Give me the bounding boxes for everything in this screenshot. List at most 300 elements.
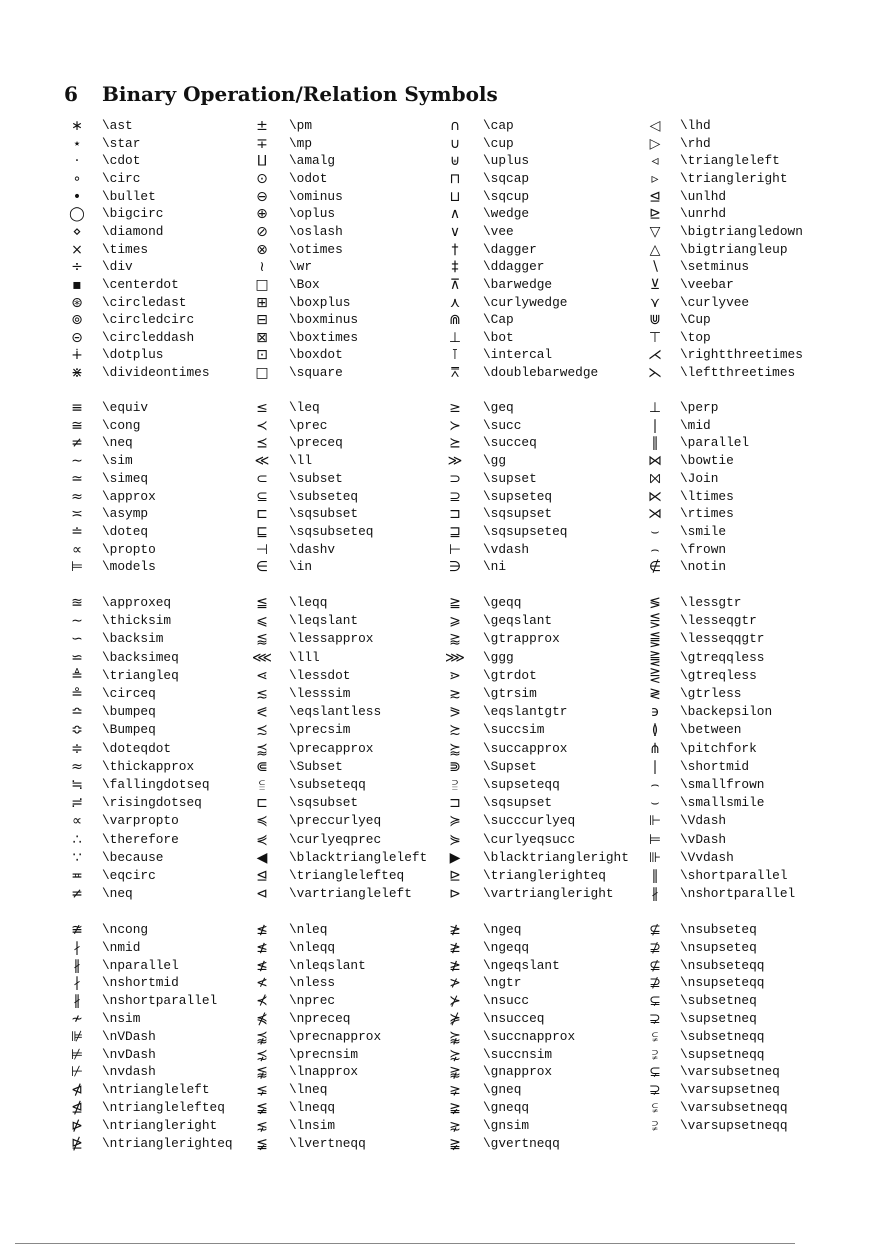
symbol-command: \eqcirc <box>102 868 156 883</box>
symbol-command: \bigtriangledown <box>680 223 803 239</box>
symbol-command: \ngtr <box>483 975 522 991</box>
symbol-command: \thicksim <box>102 613 172 629</box>
symbol-glyph: ⋓ <box>649 312 661 329</box>
symbol-command: \equiv <box>102 400 149 415</box>
symbol-command: \neq <box>102 886 133 902</box>
symbol-glyph: ≨ <box>256 1135 268 1152</box>
symbol-command: \Cup <box>680 312 711 328</box>
symbol-command: \lessapprox <box>289 631 374 647</box>
symbol-command: \bigcirc <box>102 206 164 222</box>
symbol-command: \nsubseteqq <box>680 957 765 973</box>
symbol-glyph: ⊂ <box>256 470 268 487</box>
symbol-command: \ngeqslant <box>483 957 560 973</box>
symbol-command: \eqslantless <box>289 704 382 720</box>
symbol-glyph: ▪ <box>72 276 82 293</box>
symbol-command: \cap <box>483 118 514 133</box>
symbol-command: \ominus <box>289 188 343 204</box>
symbol-glyph: ⋙ <box>445 649 465 666</box>
symbol-glyph: ⊪ <box>648 849 662 866</box>
symbol-glyph: ⋨ <box>256 1046 268 1063</box>
symbol-glyph: ⌢ <box>650 541 660 558</box>
symbol-glyph: ⊃ <box>449 470 461 487</box>
symbol-glyph: ⊆ <box>256 488 268 505</box>
symbol-glyph: ⋄ <box>72 223 82 240</box>
symbol-glyph: ⋧ <box>449 1117 461 1134</box>
symbol-glyph: ⩞ <box>450 365 460 382</box>
symbol-glyph: ⊐ <box>449 506 461 523</box>
symbol-command: \gtreqqless <box>680 649 765 665</box>
symbol-glyph: ⊻ <box>649 276 661 293</box>
symbol-glyph: ∣ <box>651 417 659 434</box>
symbol-command: \pm <box>289 118 313 133</box>
symbol-glyph: ⪺ <box>449 1028 461 1045</box>
symbol-command: \leftthreetimes <box>680 365 796 381</box>
symbol-command: \supset <box>483 470 537 486</box>
symbol-command: \ntriangleleft <box>102 1082 210 1098</box>
symbol-glyph: ⊐ <box>449 795 461 812</box>
symbol-command: \models <box>102 559 156 575</box>
symbol-command: \lnapprox <box>289 1064 359 1080</box>
symbol-glyph: ⊲ <box>256 886 268 903</box>
symbol-command: \subseteqq <box>289 777 366 792</box>
symbol-glyph: ⊵ <box>449 868 461 884</box>
symbol-command: \supsetneq <box>680 1011 757 1026</box>
symbol-command: \Cap <box>483 312 514 328</box>
symbol-command: \dotplus <box>102 347 164 363</box>
symbol-glyph: ≃ <box>71 470 83 487</box>
symbol-glyph: ⊕ <box>256 206 268 223</box>
symbol-glyph: ⋎ <box>649 294 661 311</box>
symbol-glyph: ⋟ <box>449 831 461 848</box>
symbol-command: \wr <box>289 259 313 275</box>
symbol-command: \setminus <box>680 259 750 275</box>
symbol-glyph: ∵ <box>72 849 82 866</box>
symbol-glyph: ≎ <box>71 722 83 739</box>
symbol-command: \Vdash <box>680 813 727 829</box>
symbol-glyph: ▶ <box>449 849 461 866</box>
symbol-command: \backsim <box>102 631 164 647</box>
symbol-glyph: ⊈ <box>649 922 661 938</box>
symbol-glyph: ⊎ <box>449 153 461 170</box>
symbol-glyph: ≠ <box>71 435 83 452</box>
symbol-command: \succapprox <box>483 740 568 756</box>
symbol-glyph: ⋠ <box>256 1011 268 1027</box>
symbol-command: \smallsmile <box>680 795 765 811</box>
symbol-glyph: ∴ <box>72 831 82 848</box>
symbol-glyph: ∥ <box>651 435 659 452</box>
symbol-command: \preccurlyeq <box>289 813 382 829</box>
symbol-glyph: ⊘ <box>256 223 268 240</box>
symbol-glyph: ⊊ <box>649 1064 661 1081</box>
symbol-command: \sqcup <box>483 188 530 204</box>
symbol-command: \Supset <box>483 758 537 774</box>
symbol-command: \lhd <box>680 118 711 133</box>
symbol-glyph: ⊨ <box>70 559 84 576</box>
symbol-glyph: ≪ <box>254 453 270 470</box>
symbol-glyph: ≠ <box>71 886 83 903</box>
symbol-command: \curlyeqsucc <box>483 831 576 847</box>
symbol-command: \boxminus <box>289 312 359 328</box>
symbol-command: \preceq <box>289 435 343 451</box>
symbol-command: \precapprox <box>289 740 374 756</box>
symbol-glyph: ⊉ <box>649 975 661 992</box>
symbol-command: \rhd <box>680 135 711 151</box>
symbol-command: \nshortparallel <box>680 886 796 902</box>
symbol-glyph: ≁ <box>71 1011 83 1027</box>
symbol-command: \otimes <box>289 241 343 257</box>
symbol-glyph: ≰ <box>256 922 268 938</box>
symbol-glyph: ⊑ <box>256 523 268 540</box>
symbol-glyph: ⊳ <box>449 886 461 903</box>
symbol-command: \oslash <box>289 223 343 239</box>
symbol-glyph: ≾ <box>256 722 268 739</box>
symbol-glyph: ≳ <box>449 686 461 702</box>
symbol-glyph: ≫ <box>447 453 463 470</box>
symbol-glyph: ≲ <box>256 686 268 702</box>
symbol-glyph: ∈ <box>255 559 269 576</box>
symbol-command: \gtrsim <box>483 686 537 701</box>
symbol-glyph: ⋏ <box>449 294 461 311</box>
symbol-command: \vDash <box>680 831 727 847</box>
symbol-command: \circledcirc <box>102 312 195 328</box>
symbol-glyph: ⊀ <box>256 993 268 1010</box>
symbol-command: \leq <box>289 400 320 415</box>
symbol-command: \propto <box>102 541 156 557</box>
symbol-glyph: ⊠ <box>256 329 268 346</box>
symbol-command: \backsimeq <box>102 649 179 665</box>
symbol-glyph: ≇ <box>71 922 83 938</box>
symbol-command: \nsupseteq <box>680 939 757 955</box>
symbol-command: \ngeq <box>483 922 522 937</box>
symbol-glyph: ∝ <box>71 541 82 558</box>
symbol-glyph: ⪕ <box>256 704 268 721</box>
symbol-command: \pitchfork <box>680 740 757 756</box>
symbol-glyph: ≺ <box>256 417 268 434</box>
symbol-command: \trianglerighteq <box>483 868 606 883</box>
symbol-command: \doteq <box>102 523 149 539</box>
symbol-command: \gnsim <box>483 1117 530 1133</box>
symbol-glyph: ∦ <box>73 993 81 1010</box>
symbol-command: \lvertneqq <box>289 1135 366 1151</box>
symbol-glyph: ⊢ <box>448 541 462 558</box>
symbol-command: \mp <box>289 135 313 151</box>
symbol-command: \leqslant <box>289 613 359 629</box>
symbol-command: \doteqdot <box>102 740 172 756</box>
symbol-glyph: ⋍ <box>71 649 83 666</box>
symbol-glyph: ≩ <box>449 1135 461 1152</box>
symbol-glyph: ⌣ <box>650 795 660 812</box>
symbol-command: \intercal <box>483 347 553 363</box>
symbol-glyph: ∧ <box>449 206 461 223</box>
symbol-glyph: ≦ <box>256 595 268 611</box>
symbol-command: \nshortmid <box>102 975 179 991</box>
symbol-command: \npreceq <box>289 1011 351 1026</box>
symbol-command: \square <box>289 365 343 381</box>
symbol-glyph: ⊋ <box>649 1082 661 1099</box>
symbol-command: \precnsim <box>289 1046 359 1062</box>
symbol-glyph: × <box>71 241 83 258</box>
symbol-glyph: □ <box>255 365 269 382</box>
symbol-glyph: ∼ <box>71 453 83 470</box>
symbol-glyph: ∣ <box>651 758 659 775</box>
symbol-command: \divideontimes <box>102 365 210 381</box>
symbol-glyph: ⊛ <box>71 294 83 311</box>
symbol-glyph: ‡ <box>451 259 459 276</box>
symbol-command: \vartriangleleft <box>289 886 412 902</box>
symbol-glyph: ⫌ <box>651 1117 659 1134</box>
symbol-glyph: ∽ <box>71 631 83 648</box>
symbol-command: \Vvdash <box>680 849 734 865</box>
symbol-glyph: ≱ <box>449 922 461 938</box>
symbol-glyph: ∥ <box>651 868 659 884</box>
symbol-glyph: ⩽ <box>256 613 268 630</box>
symbol-glyph: ⊒ <box>449 523 461 540</box>
symbol-glyph: ± <box>256 118 268 134</box>
symbol-glyph: ⊋ <box>649 1011 661 1027</box>
symbol-glyph: ≅ <box>71 417 83 434</box>
symbol-command: \leqq <box>289 595 328 610</box>
symbol-command: \wedge <box>483 206 530 222</box>
symbol-command: \succcurlyeq <box>483 813 576 829</box>
symbol-command: \boxdot <box>289 347 343 363</box>
symbol-glyph: ≈ <box>71 758 83 775</box>
symbol-glyph: ∝ <box>71 813 82 830</box>
symbol-glyph: ≐ <box>71 523 83 540</box>
symbol-glyph: ⪋ <box>649 631 661 648</box>
symbol-glyph: ⊯ <box>70 1028 84 1045</box>
symbol-glyph: ∉ <box>648 559 662 576</box>
symbol-glyph: ⋡ <box>449 1011 461 1027</box>
symbol-glyph: ∩ <box>449 118 461 134</box>
symbol-glyph: ⋪ <box>71 1082 83 1099</box>
symbol-command: \ast <box>102 118 133 133</box>
symbol-command: \nleqslant <box>289 957 366 973</box>
symbol-command: \fallingdotseq <box>102 777 210 792</box>
symbol-command: \lesssim <box>289 686 351 701</box>
symbol-command: \geqq <box>483 595 522 610</box>
symbol-command: \Subset <box>289 758 343 774</box>
footer-rule <box>15 1243 795 1244</box>
symbol-glyph: ≡ <box>71 400 83 416</box>
symbol-command: \varsubsetneqq <box>680 1100 788 1115</box>
symbol-command: \ni <box>483 559 507 575</box>
symbol-glyph: ∤ <box>73 939 81 956</box>
symbol-command: \uplus <box>483 153 530 169</box>
symbol-glyph: ≑ <box>71 740 83 757</box>
symbol-command: \ntriangleright <box>102 1117 218 1133</box>
symbol-command: \subseteq <box>289 488 359 504</box>
symbol-command: \Join <box>680 470 719 486</box>
symbol-command: \diamond <box>102 223 164 239</box>
symbol-glyph: ⊏ <box>256 795 268 812</box>
symbol-command: \supseteq <box>483 488 553 504</box>
symbol-command: \lll <box>289 649 320 665</box>
symbol-command: \boxtimes <box>289 329 359 345</box>
symbol-glyph: ⪖ <box>449 704 461 721</box>
symbol-command: \precnapprox <box>289 1028 382 1044</box>
symbol-command: \Box <box>289 276 320 292</box>
symbol-glyph: ∗ <box>71 118 83 134</box>
symbol-command: \gtreqless <box>680 667 757 683</box>
symbol-command: \nsucc <box>483 993 530 1009</box>
symbol-glyph: ≥ <box>449 400 461 416</box>
symbol-command: \succnsim <box>483 1046 553 1062</box>
symbol-command: \approxeq <box>102 595 172 610</box>
symbol-command: \cup <box>483 135 514 151</box>
symbol-command: \star <box>102 135 141 151</box>
symbol-glyph: ◃ <box>651 153 659 170</box>
symbol-glyph: ≱ <box>449 957 461 974</box>
symbol-glyph: ≏ <box>71 704 83 721</box>
symbol-glyph: ≨ <box>256 1100 268 1116</box>
symbol-glyph: ≜ <box>71 667 83 684</box>
symbol-glyph: ⋊ <box>648 506 662 523</box>
symbol-command: \nsupseteqq <box>680 975 765 991</box>
symbol-command: \notin <box>680 559 727 575</box>
symbol-command: \vartriangleright <box>483 886 614 902</box>
symbol-command: \nvDash <box>102 1046 156 1062</box>
symbol-glyph: ∼ <box>71 613 83 630</box>
symbol-command: \sqcap <box>483 170 530 186</box>
symbol-command: \succnapprox <box>483 1028 576 1044</box>
symbol-glyph: ⋔ <box>649 740 661 757</box>
symbol-glyph: ≤ <box>256 400 268 416</box>
symbol-glyph: ⌢ <box>650 777 660 793</box>
symbol-glyph: ⋒ <box>449 312 461 329</box>
symbol-command: \curlywedge <box>483 294 568 310</box>
symbol-glyph: ⊺ <box>451 347 459 364</box>
symbol-glyph: ⊴ <box>649 188 661 205</box>
symbol-glyph: △ <box>649 241 661 258</box>
symbol-command: \Bumpeq <box>102 722 156 738</box>
symbol-glyph: ≗ <box>71 686 83 702</box>
symbol-glyph: ▷ <box>649 135 661 152</box>
symbol-glyph: ⫋ <box>651 1028 659 1045</box>
symbol-command: \sim <box>102 453 133 469</box>
symbol-glyph: ⊵ <box>649 206 661 223</box>
symbol-command: \bowtie <box>680 453 734 469</box>
symbol-glyph: ⊣ <box>255 541 269 558</box>
symbol-glyph: ∦ <box>651 886 659 903</box>
symbol-command: \parallel <box>680 435 750 451</box>
symbol-glyph: ⊡ <box>256 347 268 364</box>
symbol-command: \barwedge <box>483 276 553 292</box>
symbol-glyph: ≓ <box>71 795 83 812</box>
symbol-command: \ntrianglerighteq <box>102 1135 233 1151</box>
symbol-glyph: ⊚ <box>71 312 83 329</box>
symbol-command: \circleddash <box>102 329 195 345</box>
symbol-command: \ddagger <box>483 259 545 275</box>
symbol-glyph: ⋗ <box>449 667 461 684</box>
symbol-glyph: ≱ <box>449 939 461 956</box>
symbol-glyph: ⨿ <box>256 153 268 170</box>
symbol-glyph: ⊁ <box>449 993 461 1010</box>
symbol-command: \asymp <box>102 506 149 522</box>
symbol-glyph: ⊙ <box>256 170 268 187</box>
symbol-glyph: ≼ <box>256 813 268 830</box>
symbol-command: \simeq <box>102 470 149 486</box>
symbol-command: \backepsilon <box>680 704 773 720</box>
symbol-command: \bumpeq <box>102 704 156 720</box>
symbol-glyph: ≷ <box>649 686 661 702</box>
symbol-command: \curlyeqprec <box>289 831 382 847</box>
symbol-command: \bot <box>483 329 514 345</box>
symbol-glyph: · <box>74 153 80 170</box>
symbol-glyph: ⊓ <box>449 170 461 187</box>
symbol-glyph: ⋩ <box>449 1046 461 1063</box>
symbol-command: \vee <box>483 223 514 239</box>
symbol-glyph: ∪ <box>449 135 461 152</box>
symbol-command: \triangleleft <box>680 153 780 169</box>
symbol-command: \gtrapprox <box>483 631 560 647</box>
symbol-glyph: ▽ <box>649 223 661 240</box>
symbol-glyph: ⊏ <box>256 506 268 523</box>
symbol-command: \geqslant <box>483 613 553 629</box>
symbol-glyph: ∦ <box>73 957 81 974</box>
symbol-command: \bigtriangleup <box>680 241 788 257</box>
symbol-command: \nVDash <box>102 1028 156 1044</box>
symbol-glyph: ⊇ <box>449 488 461 505</box>
symbol-command: \lnsim <box>289 1117 336 1133</box>
symbol-command: \lessdot <box>289 667 351 683</box>
symbol-command: \gneq <box>483 1082 522 1098</box>
symbol-command: \times <box>102 241 149 257</box>
symbol-glyph: ⊟ <box>256 312 268 329</box>
section-title: Binary Operation/Relation Symbols <box>102 82 498 106</box>
symbol-glyph: ⊗ <box>256 241 268 258</box>
symbol-glyph: ⋋ <box>648 365 662 382</box>
symbol-glyph: • <box>72 188 82 205</box>
symbol-glyph: ⊖ <box>256 188 268 205</box>
symbol-glyph: ≯ <box>449 975 461 992</box>
symbol-glyph: ∔ <box>71 347 83 364</box>
symbol-command: \nleqq <box>289 939 336 955</box>
symbol-glyph: ⊬ <box>70 1064 84 1081</box>
symbol-glyph: ⊉ <box>649 939 661 956</box>
symbol-glyph: ◀ <box>256 849 268 866</box>
symbol-glyph: ⪇ <box>256 1082 268 1099</box>
symbol-command: \blacktriangleright <box>483 849 629 865</box>
symbol-command: \mid <box>680 417 711 433</box>
symbol-glyph: ⫆ <box>451 777 459 793</box>
symbol-glyph: ⪰ <box>449 435 461 452</box>
symbol-command: \perp <box>680 400 719 415</box>
symbol-glyph: ◁ <box>649 118 661 134</box>
symbol-glyph: ▹ <box>651 170 659 187</box>
symbol-glyph: ≰ <box>256 939 268 956</box>
symbol-command: \ntrianglelefteq <box>102 1100 225 1115</box>
symbol-glyph: ⊩ <box>648 813 662 830</box>
symbol-glyph: ⋛ <box>649 667 661 684</box>
symbol-glyph: ≬ <box>651 722 659 739</box>
symbol-command: \supseteqq <box>483 777 560 792</box>
symbol-glyph: ⪈ <box>449 1082 461 1099</box>
symbol-glyph: ⋬ <box>71 1100 83 1116</box>
symbol-command: \geq <box>483 400 514 415</box>
symbol-glyph: ∖ <box>650 259 660 276</box>
symbol-command: \gtrless <box>680 686 742 701</box>
symbol-command: \nshortparallel <box>102 993 218 1009</box>
symbol-glyph: ⋦ <box>256 1117 268 1134</box>
symbol-glyph: ⊨ <box>648 831 662 848</box>
symbol-glyph: ⫋ <box>651 1100 659 1116</box>
symbol-glyph: ⋑ <box>449 758 461 775</box>
symbol-command: \dagger <box>483 241 537 257</box>
symbol-command: \ngeqq <box>483 939 530 955</box>
symbol-command: \unrhd <box>680 206 727 222</box>
symbol-glyph: ⪹ <box>256 1028 268 1045</box>
symbol-glyph: ⊼ <box>449 276 461 293</box>
